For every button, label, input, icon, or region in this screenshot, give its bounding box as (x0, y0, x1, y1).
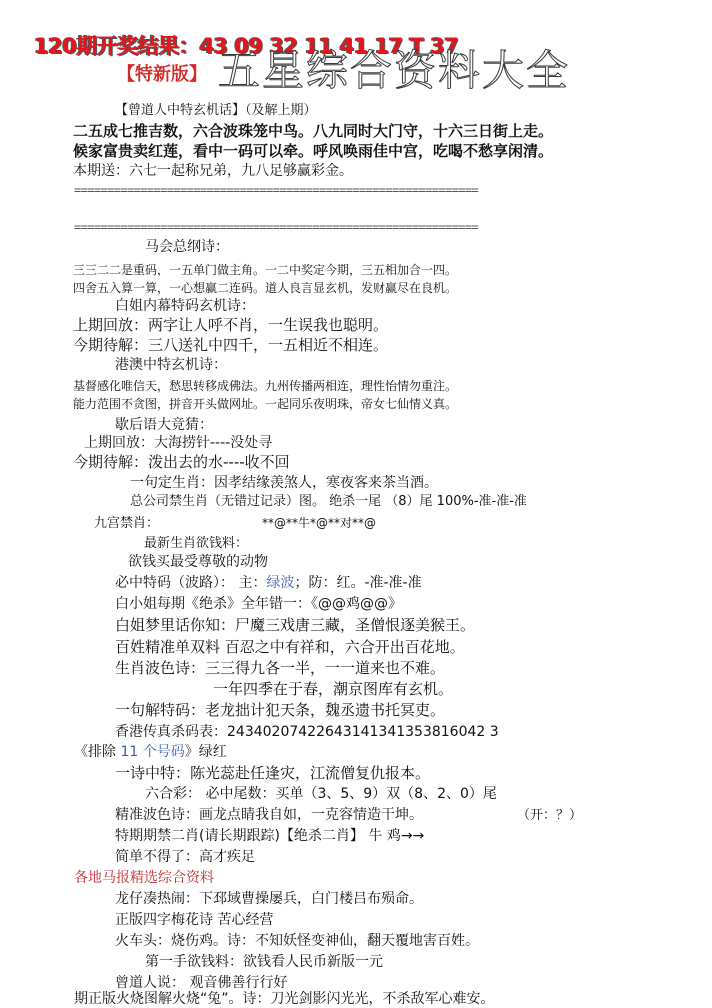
poem-line: 总公司禁生肖（无错过记录）图。 绝杀一尾 （8）尾 100%-准-准-准 (130, 494, 527, 509)
poem-line: 曾道人说： 观音佛善行行好 (115, 975, 288, 991)
poem-line: 百姓精准单双料 百忍之中有祥和，六合开出百花地。 (115, 638, 465, 656)
poem-line-note: （开：？） (517, 808, 583, 823)
poem-line: 香港传真杀码表：24340207422643141341353816042 3 (115, 724, 499, 740)
poem-line: 上期回放：两字让人呼不肖，一生误我也聪明。 (73, 316, 389, 334)
edition-label: 【特新版】 (117, 64, 207, 85)
poem-line: 火车头：烧伤鸡。诗：不知妖怪变神仙，翻天覆地害百姓。 (115, 933, 479, 949)
poem-line: 一句解特码：老龙拙计犯天条，魏丞遗书托冥吏。 (115, 701, 446, 719)
poem-line-label: 九宫禁肖： (94, 516, 160, 531)
poem-line: 正版四字梅花诗 苦心经营 (115, 912, 274, 928)
poem-line: 精准波色诗：画龙点睛我自如，一克容情造干坤。 (115, 807, 423, 823)
poem-line: 期正版火烧图解火烧“兔”。诗：刀光剑影闪光光，不杀敌军心难安。 (74, 991, 495, 1007)
poem-line-part: ；防：红。-准-准-准 (294, 575, 422, 591)
poem-line: 白小姐每期《绝杀》全年错一：《@@鸡@@》 (115, 596, 402, 612)
separator: ============================================================= (74, 220, 479, 234)
poem-line: 一句定生肖：因孝结缘羡煞人，寒夜客来茶当酒。 (130, 475, 438, 491)
poem-line: 特期期禁二肖(请长期跟踪)【绝杀二肖】 牛 鸡→→ (115, 828, 425, 844)
poem-line: 白姐梦里话你知：尸魔三戏唐三藏，圣僧恨逐美猴王。 (115, 616, 476, 634)
poem-line: 本期送：六七一起称兄弟，九八足够赢彩金。 (73, 163, 353, 179)
poem-line: 龙仔凑热闹：下邳域曹操屡兵，白门楼吕布殒命。 (115, 891, 423, 907)
section-heading: 马会总纲诗： (145, 239, 229, 255)
poem-line: 简单不得了：高才疾足 (115, 849, 255, 865)
section-heading: 港澳中特玄机诗： (115, 357, 227, 373)
poem-line: 能力范围不贪图，拼音开头做网址。一起同乐夜明珠，帝女七仙情义真。 (73, 397, 458, 411)
poem-line-label: 必中特码（波路）： (115, 575, 234, 591)
poem-line: 基督感化唯信天，愁思转移成佛法。九州传播两相连，理性怡情勿重注。 (73, 379, 458, 393)
poem-line: 今期待解：三八送礼中四千，一五相近不相连。 (73, 336, 389, 354)
poem-line: 候家富贵卖红莲，看中一码可以牵。呼风唤雨佳中宫，吃喝不愁享闲清。 (73, 142, 554, 160)
poem-line: 二五成七推吉数，六合波珠笼中鸟。八九同时大门守，十六三日街上走。 (73, 122, 554, 140)
poem-line (74, 745, 227, 759)
poem-line: 一年四季在于春，潮京图库有玄机。 (213, 680, 454, 698)
section-heading: 最新生肖欲钱料： (144, 536, 249, 551)
poem-line: 今期待解：泼出去的水----收不回 (73, 453, 290, 471)
section-heading: 歇后语大竞猜： (115, 417, 213, 433)
section-heading: 各地马报精选综合资料 (74, 870, 214, 886)
poem-line: 一诗中特：陈光蕊赴任逢灾，江流僧复仇报本。 (115, 764, 431, 782)
wave-color: 绿波 (266, 575, 295, 591)
poem-line: 欲钱买最受尊敬的动物 (128, 554, 268, 570)
page-title: 五星综合资料大全 (218, 46, 571, 95)
poem-line: 上期回放：大海捞针----没处寻 (84, 435, 273, 451)
separator: ============================================================= (74, 183, 479, 197)
poem-line (115, 576, 422, 590)
poem-line-value: **@**牛*@**对**@ (262, 516, 377, 530)
section-heading: 白姐内幕特码玄机诗： (115, 298, 255, 314)
poem-line-part: 》绿红 (184, 744, 227, 760)
draw-result-banner: 120期开奖结果：43 09 32 11 41 17 T 37 (34, 34, 459, 58)
poem-line-part: 11 个号码 (120, 744, 185, 760)
poem-line: 三三二二是重码，一五单门做主角。一二中奖定今期，三五相加合一四。 (73, 263, 458, 277)
poem-line: 生肖波色诗：三三得九各一半，一一道来也不难。 (115, 659, 446, 677)
poem-line: 六合彩： 必中尾数：买单（3、5、9）双（8、2、0）尾 (145, 786, 497, 802)
poem-line: 四舍五入算一算，一心想赢二连码。道人良言显玄机，发财赢尽在良机。 (73, 281, 458, 295)
poem-line: 第一手欲钱料：欲钱看人民币新版一元 (145, 954, 383, 970)
poem-line-part: 《排除 (74, 744, 121, 760)
section-heading: 【曾道人中特玄机话】（及解上期） (115, 103, 317, 118)
poem-line-part: 主： (238, 575, 267, 591)
